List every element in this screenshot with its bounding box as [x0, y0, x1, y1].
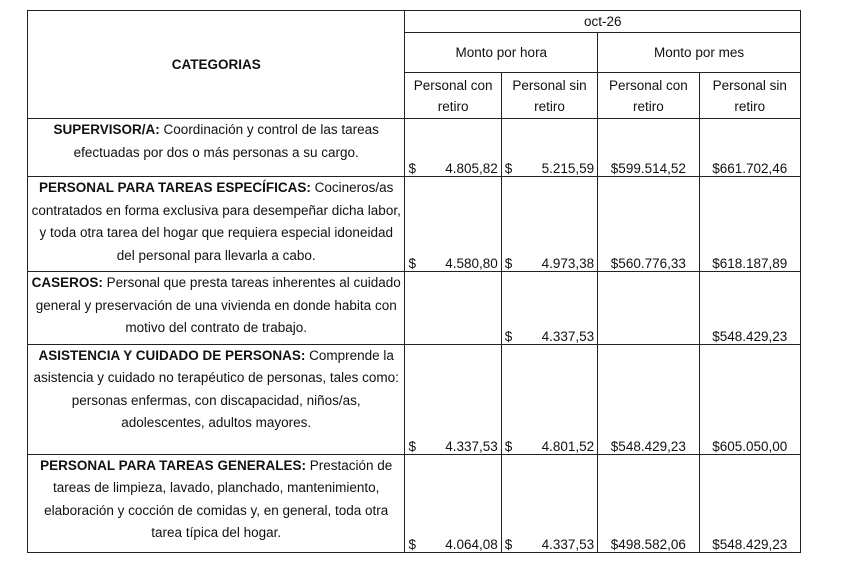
categories-header: CATEGORIAS [28, 11, 405, 119]
table-row [28, 272, 801, 344]
amount-value: $498.582,06 [610, 537, 686, 552]
hourly-without-retiro-cell [501, 454, 597, 552]
monthly-with-retiro-cell [598, 272, 699, 344]
monthly-with-retiro-cell [598, 177, 699, 272]
currency-symbol: $ [504, 256, 513, 272]
currency-symbol: $ [408, 438, 416, 454]
monthly-with-retiro-header [598, 73, 699, 119]
amount-value: $618.187,89 [712, 256, 788, 272]
header-line: Personal con [608, 77, 688, 93]
amount-value: 4.801,52 [541, 438, 595, 454]
currency-symbol: $ [408, 256, 416, 272]
monthly-with-retiro-cell [598, 454, 699, 552]
hourly-without-retiro-cell [501, 344, 597, 454]
monthly-without-retiro-cell [699, 119, 800, 177]
table-row [28, 454, 801, 552]
monthly-amount-header: Monto por mes [598, 33, 801, 73]
amount-value: $548.429,23 [610, 438, 686, 454]
category-title: SUPERVISOR/A: [53, 122, 160, 138]
monthly-without-retiro-cell [699, 344, 800, 454]
amount-value: 4.337,53 [541, 537, 595, 552]
hourly-without-retiro-cell [501, 119, 597, 177]
amount-value: $661.702,46 [712, 161, 788, 177]
category-text: Comprende la asistencia y cuidado no terapéutico de personas, tales como: personas enfermas, con discapacidad, niños/as, adolescentes, adultos mayores. [33, 347, 399, 431]
amount-value: 4.337,53 [445, 438, 498, 454]
amount-value: 4.580,80 [445, 256, 498, 272]
category-text: Prestación de tareas de limpieza, lavado, planchado, mantenimiento, elaboración y cocción de comidas y, en general, toda otra tarea típica del hogar. [44, 457, 393, 541]
amount-value: 5.215,59 [541, 161, 595, 177]
currency-symbol: $ [504, 328, 513, 344]
table-row [28, 119, 801, 177]
amount-value: $605.050,00 [712, 438, 788, 454]
amount-value: 4.337,53 [541, 328, 595, 344]
amount-value: 4.973,38 [541, 256, 595, 272]
category-description [28, 119, 405, 177]
salary-table [27, 10, 801, 553]
table-row [28, 344, 801, 454]
category-description [28, 272, 405, 344]
monthly-without-retiro-cell [699, 272, 800, 344]
category-description [28, 344, 405, 454]
header-line: retiro [734, 98, 766, 114]
category-text: Coordinación y control de las tareas efectuadas por dos o más personas a su cargo. [73, 122, 379, 160]
amount-value: $560.776,33 [610, 256, 686, 272]
category-title: PERSONAL PARA TAREAS GENERALES: [40, 457, 306, 473]
monthly-without-retiro-cell [699, 177, 800, 272]
monthly-with-retiro-cell [598, 344, 699, 454]
amount-value: 4.805,82 [445, 161, 498, 177]
amount-value: $599.514,52 [610, 161, 686, 177]
header-line: retiro [632, 98, 664, 114]
currency-symbol: $ [408, 161, 416, 177]
category-title: ASISTENCIA Y CUIDADO DE PERSONAS: [38, 347, 306, 363]
amount-value: $548.429,23 [712, 537, 788, 552]
category-description [28, 454, 405, 552]
header-line: Personal sin [712, 77, 787, 93]
hourly-with-retiro-cell [405, 272, 501, 344]
hourly-with-retiro-cell [405, 344, 501, 454]
header-line: Personal con [413, 77, 493, 93]
monthly-with-retiro-cell [598, 119, 699, 177]
category-title: PERSONAL PARA TAREAS ESPECÍFICAS: [39, 180, 311, 196]
amount-value: 4.064,08 [445, 537, 498, 552]
currency-symbol: $ [504, 438, 513, 454]
hourly-with-retiro-cell [405, 177, 501, 272]
hourly-with-retiro-cell [405, 119, 501, 177]
hourly-without-retiro-header [501, 73, 597, 119]
category-title: CASEROS: [31, 275, 103, 291]
currency-symbol: $ [504, 537, 513, 552]
hourly-without-retiro-cell [501, 272, 597, 344]
amount-value: $548.429,23 [712, 328, 788, 344]
header-line: Personal sin [512, 77, 587, 93]
hourly-with-retiro-header [405, 73, 501, 119]
hourly-without-retiro-cell [501, 177, 597, 272]
hourly-with-retiro-cell [405, 454, 501, 552]
category-description [28, 177, 405, 272]
period-header: oct-26 [405, 11, 801, 33]
monthly-without-retiro-cell [699, 454, 800, 552]
monthly-without-retiro-header [699, 73, 800, 119]
header-line: retiro [534, 98, 565, 114]
table-row [28, 177, 801, 272]
currency-symbol: $ [504, 161, 513, 177]
hourly-amount-header: Monto por hora [405, 33, 598, 73]
category-text: Cocineros/as contratados en forma exclusiva para desempeñar dicha labor, y toda otra tarea del hogar que requiera especial idoneidad del personal para llevarla a cabo. [31, 180, 401, 263]
category-text: Personal que presta tareas inherentes al cuidado general y preservación de una vivienda en donde habita con motivo del contrato de trabajo. [35, 275, 401, 336]
currency-symbol: $ [408, 537, 416, 552]
header-line: retiro [437, 98, 469, 114]
